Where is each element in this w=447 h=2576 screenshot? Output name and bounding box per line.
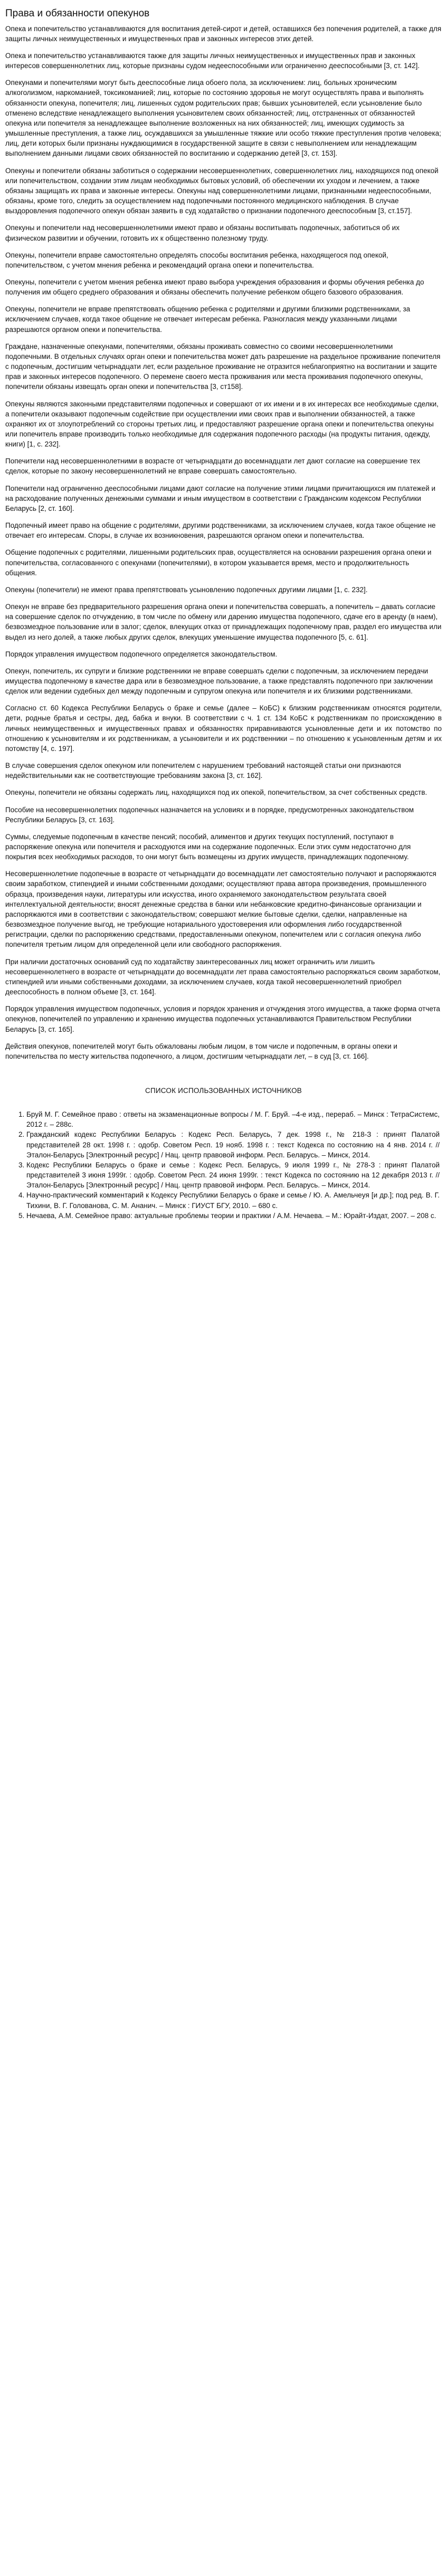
paragraph: Опекуны, попечители не вправе препятствовать общению ребенка с родителями и другими близкими родственниками, за исключением случаев, когда такое общение не отвечает интересам ребенка. Разногласия между указанными лицами разрешаются органом опеки и попечительства. [5, 305, 411, 334]
paragraph: Порядок управления имуществом подопечных, условия и порядок хранения и отчуждения этого имущества, а также форма отчета опекунов, попечителей по управлению и хранению имущества подопечных устанавливаются Правительством Республики Беларусь [3, ст. 165]. [5, 1005, 440, 1033]
paragraph: Опека и попечительство устанавливаются для воспитания детей-сирот и детей, оставшихся без попечения родителей, а также для защиты личных неимущественных и имущественных прав и законных интересов этих детей. [5, 24, 442, 43]
document-page [0, 0, 447, 1237]
paragraph: При наличии достаточных оснований суд по ходатайству заинтересованных лиц может ограничить или лишить несовершеннолетнего в возрасте от четырнадцати до восемнадцати лет права самостоятельно распоряжаться своим заработком, стипендией или иными собственными доходами, за исключением случаев, когда такой несовершеннолетний приобрел дееспособность в полном объеме [3, ст. 164]. [5, 957, 441, 996]
paragraph: Опекуны являются законными представителями подопечных и совершают от их имени и в их интересах все необходимые сделки, а попечители оказывают подопечным содействие при осуществлении ими своих прав и выполнении обязанностей, а также охраняют их от злоупотреблений со стороны третьих лиц, и предоставляют разрешение органа опеки и попечительства опекуны или попечитель вправе производить только необходимые для содержания подопечного расходы (на продукты питания, одежду, книги) [1, с. 232]. [5, 400, 439, 449]
document-title: Права и обязанности опекунов [5, 8, 150, 19]
paragraph: Попечители над несовершеннолетними в возрасте от четырнадцати до восемнадцати лет дают согласие на совершение тех сделок, которые по закону несовершеннолетний не вправе совершать самостоятельно. [5, 457, 421, 476]
document-body [5, 24, 442, 1061]
paragraph: Опекун, попечитель, их супруги и близкие родственники не вправе совершать сделки с подопечным, за исключением передачи имущества подопечному в качестве дара или в безвозмездное пользование, а также представлять подопечного при заключении сделок или ведении судебных дел между подопечным и супругом опекуна или попечителя и их близкими родственниками. [5, 667, 433, 696]
paragraph: Опекуны и попечители обязаны заботиться о содержании несовершеннолетних, совершеннолетних лиц, находящихся под опекой или попечительством, создании этим лицам необходимых бытовых условий, об обеспечении их уходом и лечением, а также обязаны защищать их права и законные интересы. Опекуны над совершеннолетними лицами, признанными недееспособными, обязаны, кроме того, следить за осуществлением над подопечными постоянного медицинского наблюдения. В случае выздоровления подопечного опекун обязан заявить в суд ходатайство о признании подопечного дееспособным [3, ст.157]. [5, 166, 439, 215]
paragraph: В случае совершения сделок опекуном или попечителем с нарушением требований настоящей статьи они признаются недействительными как не соответствующие требованиям закона [3, ст. 162]. [5, 762, 401, 780]
paragraph: Опекуны (попечители) не имеют права препятствовать усыновлению подопечных другими лицами [1, с. 232]. [5, 585, 368, 594]
paragraph: Опекун не вправе без предварительного разрешения органа опеки и попечительства совершать, а попечитель – давать согласие на совершение сделок по отчуждению, в том числе по обмену или дарению имущества подопечного, сдаче его в аренду (в наем), безвозмездное пользование или в залог; сделок, влекущих отказ от принадлежащих подопечному прав, раздел его имущества или выдел из него долей, а также любых других сделок, влекущих уменьшение имущества подопечного [5, с. 61]. [5, 603, 442, 641]
source-item: 2. Гражданский кодекс Республики Беларусь : Кодекс Респ. Беларусь, 7 дек. 1998 г., № 218-З : принят Палатой представителей 28 окт. 1998 г. : одобр. Советом Респ. 19 нояб. 1998 г. : текст Кодекса по состоянию на 4 янв. 2014 г. // Эталон-Беларусь [Электронный ресурс] / Нац. центр правовой информ. Респ. Беларусь. – Минск, 2014. [26, 1129, 442, 1159]
paragraph: Действия опекунов, попечителей могут быть обжалованы любым лицом, в том числе и подопечным, в органы опеки и попечительства по месту жительства подопечного, а лицом, достигшим четырнадцати лет, – в суд [3, ст. 166]. [5, 1042, 397, 1060]
sources-heading: СПИСОК ИСПОЛЬЗОВАННЫХ ИСТОЧНИКОВ [145, 1086, 302, 1095]
sources-list [5, 1109, 442, 1221]
paragraph: Несовершеннолетние подопечные в возрасте от четырнадцати до восемнадцати лет самостоятельно получают и распоряжаются своим заработком, стипендией и иными собственными доходами; осуществляют права автора произведения, промышленного образца, произведения науки, литературы или искусства, иного охраняемого законодательством результата своей интеллектуальной деятельности; вносят денежные средства в банки или небанковские кредитно-финансовые организации и распоряжаются ими в соответствии с законодательством; совершают мелкие бытовые сделки, сделки, направленные на безвозмездное получение выгод, не требующие нотариального удостоверения или оформления либо государственной регистрации, сделки по распоряжению средствами, предоставленными опекуном, попечителем или с согласия опекуна либо попечителя третьим лицом для определенной цели или свободного распоряжения. [5, 870, 436, 949]
paragraph: Подопечный имеет право на общение с родителями, другими родственниками, за исключением случаев, когда такое общение не отвечает его интересам. Споры, в случае их возникновения, разрешаются органом опеки и попечительства. [5, 521, 436, 540]
paragraph: Опекуны и попечители над несовершеннолетними имеют право и обязаны воспитывать подопечных, заботиться об их физическом развитии и обучении, готовить их к общественно полезному труду. [5, 224, 400, 242]
paragraph: Опека и попечительство устанавливаются также для защиты личных неимущественных и имущественных прав и законных интересов совершеннолетних лиц, которые признаны судом недееспособными или ограниченно дееспособными [3, ст. 142]. [5, 52, 420, 70]
paragraph: Опекуны, попечители вправе самостоятельно определять способы воспитания ребенка, находящегося под опекой, попечительством, с учетом мнения ребенка и рекомендаций органа опеки и попечительства. [5, 251, 388, 269]
paragraph: Граждане, назначенные опекунами, попечителями, обязаны проживать совместно со своими несовершеннолетними подопечными. В отдельных случаях орган опеки и попечительства может дать разрешение на раздельное проживание попечителя с подопечным, достигшим четырнадцати лет, если раздельное проживание не отразится неблагоприятно на воспитании и защите прав и законных интересов подопечного. О перемене своего места проживания или места проживания подопечного опекуны, попечители обязаны извещать орган опеки и попечительства [3, ст158]. [5, 342, 441, 391]
paragraph: Опекуны, попечители не обязаны содержать лиц, находящихся под их опекой, попечительством, за счет собственных средств. [5, 788, 427, 797]
paragraph: Суммы, следуемые подопечным в качестве пенсий; пособий, алиментов и других текущих поступлений, поступают в распоряжение опекуна или попечителя и расходуются ими на содержание подопечных. Если этих сумм недостаточно для покрытия всех необходимых расходов, то они могут быть возмещены из других имуществ, принадлежащих подопечному. [5, 832, 411, 861]
source-item: 3. Кодекс Республики Беларусь о браке и семье : Кодекс Респ. Беларусь, 9 июля 1999 г., № 278-З : принят Палатой представителей 3 июня 1999г. : одобр. Советом Респ. 24 июня 1999г. : текст Кодекса по состоянию на 12 декабря 2013 г. // Эталон-Беларусь [Электронный ресурс] / Нац. центр правовой информ. Респ. Беларусь. – Минск, 2014. [26, 1160, 442, 1190]
source-item: 4. Научно-практический комментарий к Кодексу Республики Беларусь о браке и семье / Ю. А. Амельчеyя [и др.]; под ред. В. Г. Тихини, В. Г. Голованова, С. М. Ананич. – Минск : ГИУСТ БГУ, 2010. – 680 с. [26, 1190, 442, 1210]
paragraph: Опекунами и попечителями могут быть дееспособные лица обоего пола, за исключением: лиц, больных хроническим алкоголизмом, наркоманией, токсикоманией; лиц, которые по состоянию здоровья не могут осуществлять права и выполнять обязанности опекуна, попечителя; лиц, лишенных судом родительских прав; бывших усыновителей, если усыновление было отменено вследствие ненадлежащего выполнения усыновителем своих обязанностей; лиц, отстраненных от обязанностей опекуна или попечителя за ненадлежащее выполнение возложенных на них обязанностей; лиц, имеющих судимость за умышленные преступления, а также лиц, осуждавшихся за умышленные тяжкие или особо тяжкие преступления против человека; лиц, дети которых были признаны нуждающимися в государственной защите в связи с невыполнением или ненадлежащим выполнением данными лицами своих обязанностей по воспитанию и содержанию детей [3, ст. 153]. [5, 79, 441, 158]
source-item: 5. Нечаева, А.М. Семейное право: актуальные проблемы теории и практики / А.М. Нечаева. – М.: Юрайт-Издат, 2007. – 208 с. [26, 1211, 442, 1221]
paragraph: Попечители над ограниченно дееспособными лицами дают согласие на получение этими лицами причитающихся им платежей и на расходование полученных денежными суммами и иным имуществом в соответствии с Гражданским кодексом Республики Беларусь [2, ст. 160]. [5, 484, 436, 512]
paragraph: Порядок управления имуществом подопечного определяется законодательством. [5, 650, 278, 658]
paragraph: Пособие на несовершеннолетних подопечных назначается на условиях и в порядке, предусмотренных законодательством Республики Беларусь [3, ст. 163]. [5, 805, 414, 824]
paragraph: Согласно ст. 60 Кодекса Республики Беларусь о браке и семье (далее – КоБС) к близким родственникам относятся родители, дети, родные братья и сестры, дед, бабка и внуки. В соответствии с ч. 1 ст. 134 КоБС к родственникам по происхождению в личных неимущественных и имущественных правах и обязанностях приравниваются усыновленные дети и их потомство по отношению к усыновителям и их родственникам, а усыновители и их родственники – по отношению к усыновленным детям и их потомству [4, с. 197]. [5, 704, 442, 753]
source-item: 1. Бруй М. Г. Семейное право : ответы на экзаменационные вопросы / М. Г. Бруй. –4-е изд., перераб. – Минск : ТетраСистемс, 2012 г. – 288с. [26, 1109, 442, 1129]
paragraph: Общение подопечных с родителями, лишенными родительских прав, осуществляется на основании разрешения органа опеки и попечительства, согласованного с опекунами (попечителями), в котором указывается время, место и продолжительность общения. [5, 548, 432, 577]
paragraph: Опекуны, попечители с учетом мнения ребенка имеют право выбора учреждения образования и формы обучения ребенка до получения им общего среднего образования и обязаны обеспечить получение ребенком общего базового образования. [5, 278, 424, 297]
